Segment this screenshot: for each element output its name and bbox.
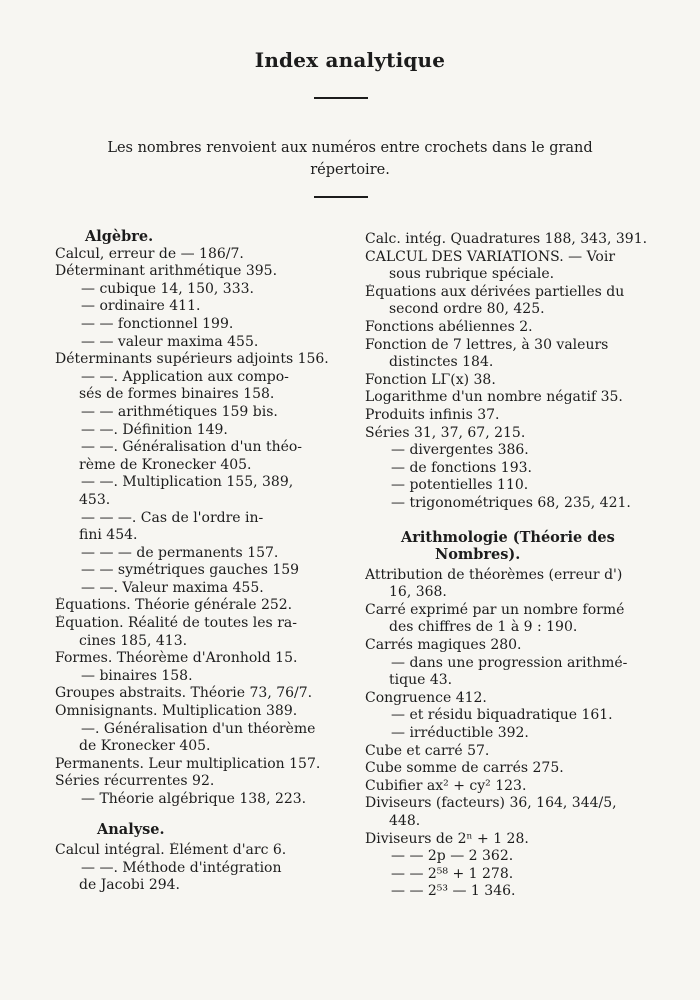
index-entry: — —. Multiplication 155, 389,: [81, 474, 294, 491]
index-entry: Séries récurrentes 92.: [55, 773, 215, 790]
index-entry: Cube somme de carrés 275.: [365, 760, 564, 777]
index-entry: Diviseurs de 2ⁿ + 1 28.: [365, 830, 529, 847]
index-entry: Fonction LΓ(x) 38.: [365, 371, 496, 388]
index-entry: — —. Généralisation d'un théo-: [81, 439, 303, 456]
index-entry: — ordinaire 411.: [81, 298, 201, 315]
index-entry: — dans une progression arithmé-: [391, 654, 628, 671]
index-entry: Diviseurs (facteurs) 36, 164, 344/5,: [365, 795, 617, 812]
index-entry: Congruence 412.: [365, 689, 487, 706]
index-entry: Omnisignants. Multiplication 389.: [55, 703, 298, 720]
index-entry: — trigonométriques 68, 235, 421.: [391, 494, 631, 511]
analyse-continued-entries: [365, 231, 665, 513]
index-entry: de Jacobi 294.: [79, 877, 180, 894]
index-entry: distinctes 184.: [389, 354, 494, 371]
index-entry: — et résidu biquadratique 161.: [391, 707, 613, 724]
index-entry: — Théorie algébrique 138, 223.: [81, 791, 307, 807]
index-entry: Déterminants supérieurs adjoints 156.: [55, 351, 329, 368]
index-entry: — — 2p — 2 362.: [391, 848, 514, 865]
index-entry: — —. Application aux compo-: [81, 368, 289, 385]
index-entry: 448.: [389, 813, 421, 829]
title-rule: [314, 97, 368, 99]
index-entry: Fonctions abéliennes 2.: [365, 318, 533, 335]
index-entry: Calcul intégral. Élément d'arc 6.: [55, 842, 287, 859]
section-heading-arithmologie-cont: Nombres).: [435, 546, 521, 564]
index-entry: des chiffres de 1 à 9 : 190.: [389, 619, 578, 636]
index-entry: rème de Kronecker 405.: [79, 456, 252, 473]
index-entry: — cubique 14, 150, 333.: [81, 280, 254, 297]
index-entry: Carrés magiques 280.: [365, 637, 522, 654]
index-entry: — — 2⁵³ — 1 346.: [391, 883, 516, 900]
index-entry: — irréductible 392.: [391, 725, 529, 742]
index-entry: Fonction de 7 lettres, à 30 valeurs: [365, 336, 609, 353]
section-heading-arithmologie: Arithmologie (Théorie des: [401, 528, 615, 546]
index-entry: sous rubrique spéciale.: [389, 266, 555, 283]
index-entry: Séries 31, 37, 67, 215.: [365, 424, 526, 441]
index-entry: — —. Valeur maxima 455.: [81, 579, 264, 596]
intro-note: Les nombres renvoient aux numéros entre crochets dans le grand répertoire.: [107, 140, 593, 178]
index-entry: CALCUL DES VARIATIONS. — Voir: [365, 248, 616, 265]
index-entry: Calc. intég. Quadratures 188, 343, 391.: [365, 231, 648, 247]
index-entry: Formes. Théorème d'Aronhold 15.: [55, 650, 298, 667]
section-heading-algebre: Algèbre.: [85, 228, 154, 245]
note-rule: [314, 196, 368, 198]
index-entry: Cube et carré 57.: [365, 742, 490, 759]
index-entry: — —. Méthode d'intégration: [81, 859, 282, 876]
index-entry: Logarithme d'un nombre négatif 35.: [365, 389, 623, 406]
section-heading-analyse: Analyse.: [97, 820, 165, 838]
index-entry: — divergentes 386.: [391, 442, 529, 459]
index-entry: — potentielles 110.: [391, 477, 529, 494]
index-entry: —. Généralisation d'un théorème: [81, 720, 316, 737]
page-title: Index analytique: [254, 48, 446, 72]
index-entry: — — symétriques gauches 159: [81, 562, 300, 579]
left-column: [55, 228, 351, 895]
index-entry: Déterminant arithmétique 395.: [55, 263, 278, 280]
index-entry: — binaires 158.: [81, 667, 193, 684]
index-entry: sés de formes binaires 158.: [79, 386, 275, 403]
arithmologie-entries: [365, 567, 665, 901]
index-entry: de Kronecker 405.: [79, 738, 211, 755]
index-entry: — — arithmétiques 159 bis.: [81, 403, 278, 420]
index-entry: Attribution de théorèmes (erreur d'): [365, 566, 623, 583]
index-entry: — — — de permanents 157.: [81, 544, 279, 561]
index-entry: Groupes abstraits. Théorie 73, 76/7.: [55, 685, 313, 702]
index-entry: — — 2⁵⁸ + 1 278.: [391, 865, 514, 882]
index-entry: Calcul, erreur de — 186/7.: [55, 245, 244, 262]
index-entry: — de fonctions 193.: [391, 459, 532, 476]
index-entry: Permanents. Leur multiplication 157.: [55, 755, 321, 772]
index-entry: — —. Définition 149.: [81, 421, 228, 438]
index-entry: 453.: [79, 491, 111, 508]
index-entry: Équations. Théorie générale 252.: [55, 597, 293, 614]
right-column: [365, 231, 665, 901]
index-entry: — — —. Cas de l'ordre in-: [81, 509, 264, 526]
index-entry: — — fonctionnel 199.: [81, 315, 234, 332]
analyse-entries: [55, 842, 351, 895]
index-entry: — — valeur maxima 455.: [81, 333, 259, 350]
index-entry: tique 43.: [389, 672, 453, 689]
index-entry: 16, 368.: [389, 584, 447, 601]
index-entry: Équations aux dérivées partielles du: [365, 283, 625, 300]
index-entry: Équation. Réalité de toutes les ra-: [55, 615, 297, 632]
index-entry: fini 454.: [79, 527, 138, 544]
index-entry: cines 185, 413.: [79, 632, 188, 649]
index-entry: Carré exprimé par un nombre formé: [365, 601, 625, 618]
algebre-entries: [55, 246, 351, 809]
index-entry: Cubifier ax² + cy² 123.: [365, 777, 527, 794]
index-entry: Produits infinis 37.: [365, 406, 500, 423]
index-entry: second ordre 80, 425.: [389, 301, 545, 318]
